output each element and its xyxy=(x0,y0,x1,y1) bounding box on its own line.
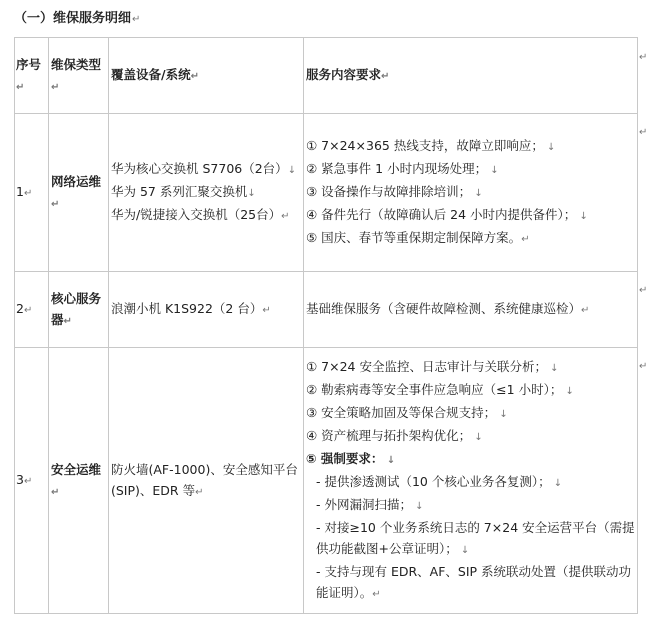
row-end-mark: ↵ xyxy=(639,52,648,63)
row-devices: 浪潮小机 K1S922（2 台）↵ xyxy=(109,272,304,348)
row-end-mark: ↵ xyxy=(639,285,648,296)
row-service: 基础维保服务（含硬件故障检测、系统健康巡检）↵ xyxy=(304,272,638,348)
row-seq: 1↵ xyxy=(15,114,49,272)
row-service: ① 7×24×365 热线支持，故障立即响应； ↓ ② 紧急事件 1 小时内现场处理； ↓ ③ 设备操作与故障排除培训； ↓ ④ 备件先行（故障确认后 24 小时内提供备件）； ↓ ⑤ 国庆、春节等重保期定制保障方案。↵ xyxy=(304,114,638,272)
table-row xyxy=(15,272,638,348)
header-devices: 覆盖设备/系统↵ xyxy=(109,38,304,114)
row-end-mark: ↵ xyxy=(639,127,648,138)
row-devices: 华为核心交换机 S7706（2台）↓ 华为 57 系列汇聚交换机↓ 华为/锐捷接入交换机（25台）↵ xyxy=(109,114,304,272)
row-devices: 防火墙(AF-1000)、安全感知平台(SIP)、EDR 等↵ xyxy=(109,348,304,614)
row-service: ① 7×24 安全监控、日志审计与关联分析； ↓ ② 勒索病毒等安全事件应急响应（≤1 小时）； ↓ ③ 安全策略加固及等保合规支持； ↓ ④ 资产梳理与拓扑架构优化； ↓ ⑤ 强制要求： ↓ - 提供渗透测试（10 个核心业务各复测）； ↓ - 外网漏洞扫描； ↓ - 对接≥10 个业务系统日志的 7×24 安全运营平台（需提供功能截图+公章证明）； ↓ - 支持与现有 EDR、AF、SIP 系统联动处置（提供联动功能证明）。↵ xyxy=(304,348,638,614)
row-seq: 2↵ xyxy=(15,272,49,348)
row-end-mark: ↵ xyxy=(639,361,648,372)
row-seq: 3↵ xyxy=(15,348,49,614)
table-row xyxy=(15,114,638,272)
table-header-row xyxy=(15,38,638,114)
header-type: 维保类型↵ xyxy=(49,38,109,114)
header-seq: 序号↵ xyxy=(15,38,49,114)
row-type: 核心服务器↵ xyxy=(49,272,109,348)
row-type: 安全运维↵ xyxy=(49,348,109,614)
table-row xyxy=(15,348,638,614)
row-type: 网络运维↵ xyxy=(49,114,109,272)
maintenance-service-table xyxy=(14,37,638,614)
section-title: （一）维保服务明细↵ xyxy=(14,11,141,26)
header-service: 服务内容要求↵ xyxy=(304,38,638,114)
